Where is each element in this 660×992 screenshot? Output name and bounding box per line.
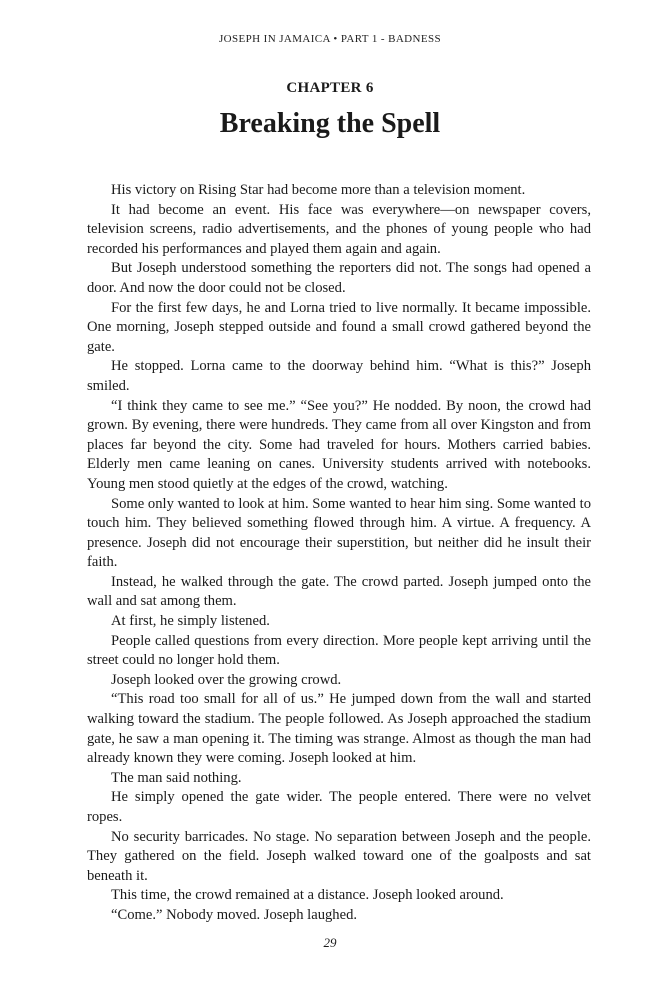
paragraph: This time, the crowd remained at a distance. Joseph looked around. [111,887,504,904]
paragraph: “I think they came to see me.” “See you?” He nodded. By noon, the crowd had grown. By evening, there were hundreds. They came from all over Kingston and from places far beyond the city. Some had traveled for hours. Mothers carried babies. Elderly men came leaning on canes. University students arrived with notebooks. Young men stood quietly at the edges of the crowd, watching. [87,397,591,492]
paragraph: Joseph looked over the growing crowd. [111,671,342,688]
paragraph: Some only wanted to look at him. Some wanted to hear him sing. Some wanted to touch him. They believed something flowed through him. A virtue. A frequency. A presence. Joseph did not encourage their superstition, but neither did he insult their faith. [87,495,591,571]
paragraph: No security barricades. No stage. No separation between Joseph and the people. They gathered on the field. Joseph walked toward one of the goalposts and sat beneath it. [87,828,591,884]
paragraph: Instead, he walked through the gate. The crowd parted. Joseph jumped onto the wall and sat among them. [87,573,591,610]
paragraph: His victory on Rising Star had become more than a television moment. [111,182,526,198]
paragraph: People called questions from every direction. More people kept arriving until the street could no longer hold them. [87,632,591,669]
paragraph: At first, he simply listened. [111,613,270,630]
chapter-label: CHAPTER 6 [286,80,374,96]
paragraph: He simply opened the gate wider. The people entered. There were no velvet ropes. [87,789,591,825]
chapter-title: Breaking the Spell [219,108,441,139]
paragraph: The man said nothing. [111,769,242,786]
paragraph: “Come.” Nobody moved. Joseph laughed. [111,906,358,923]
paragraph: But Joseph understood something the reporters did not. The songs had opened a door. And now the door could not be closed. [87,260,591,296]
paragraph: “This road too small for all of us.” He jumped down from the wall and started walking toward the stadium. The people followed. As Joseph approached the stadium gate, he saw a man opening it. The timing was strange. Almost as though the man had already known they were coming. Joseph looked at him. [87,691,591,767]
running-head: JOSEPH IN JAMAICA • PART 1 - BADNESS [218,33,442,45]
page-number: 29 [323,935,337,950]
paragraph: It had become an event. His face was everywhere—on newspaper covers, television screens, radio advertisements, and the phones of young people who had recorded his performances and played them again and again. [87,201,591,257]
body-text [87,181,591,926]
paragraph: He stopped. Lorna came to the doorway behind him. “What is this?” Joseph smiled. [87,358,591,394]
paragraph: For the first few days, he and Lorna tried to live normally. It became impossible. One morning, Joseph stepped outside and found a small crowd gathered beyond the gate. [87,299,591,355]
